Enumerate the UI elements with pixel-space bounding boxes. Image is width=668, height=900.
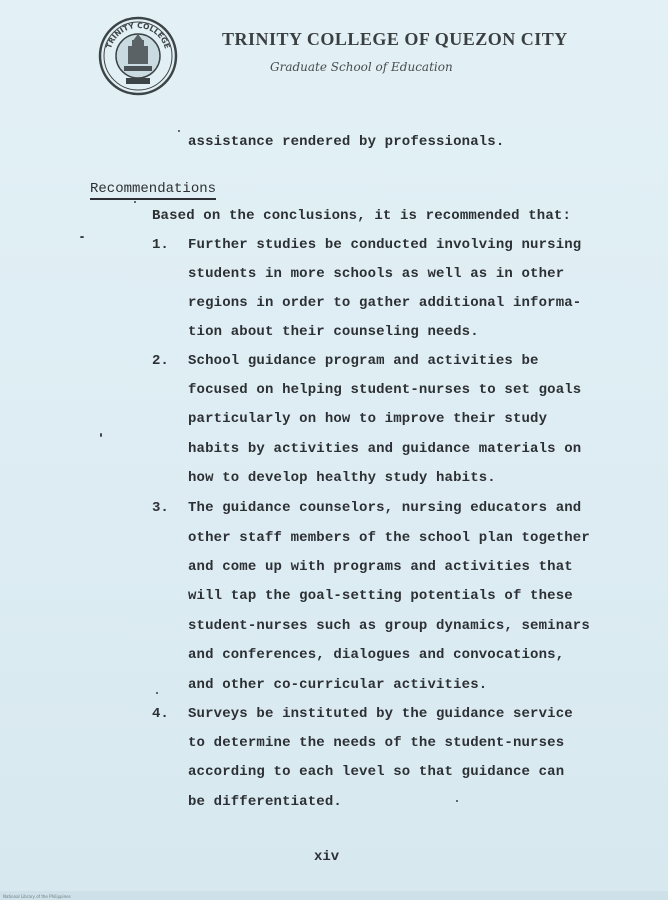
item-line: be differentiated.: [188, 794, 342, 810]
item-number: 4.: [152, 706, 169, 722]
item-line: The guidance counselors, nursing educators and: [188, 500, 582, 516]
page-number: xiv: [314, 849, 340, 865]
section-heading: Recommendations: [90, 181, 216, 200]
item-line: student-nurses such as group dynamics, seminars: [188, 618, 590, 634]
item-line: and come up with programs and activities that: [188, 559, 573, 575]
scan-speck: [178, 130, 180, 132]
scan-speck: [456, 800, 458, 802]
item-line: Surveys be instituted by the guidance service: [188, 706, 573, 722]
item-line: habits by activities and guidance materials on: [188, 441, 582, 457]
item-number: 2.: [152, 353, 169, 369]
scan-speck: [156, 692, 158, 694]
item-line: and conferences, dialogues and convocations,: [188, 647, 565, 663]
school-name: Graduate School of Education: [270, 60, 453, 74]
item-number: 1.: [152, 237, 169, 253]
item-line: regions in order to gather additional informa-: [188, 295, 582, 311]
college-name: TRINITY COLLEGE OF QUEZON CITY: [222, 29, 568, 49]
item-number: 3.: [152, 500, 169, 516]
scan-speck: [134, 201, 136, 203]
scan-speck: [80, 236, 84, 238]
seal-text: TRINITY COLLEGE: [104, 20, 172, 50]
item-line: how to develop healthy study habits.: [188, 470, 496, 486]
continuation-line: assistance rendered by professionals.: [188, 134, 505, 150]
item-line: tion about their counseling needs.: [188, 324, 479, 340]
item-line: students in more schools as well as in other: [188, 266, 565, 282]
item-line: particularly on how to improve their study: [188, 411, 548, 427]
intro-line: Based on the conclusions, it is recommended that:: [152, 208, 572, 224]
scan-footer-strip: [0, 891, 668, 900]
scan-speck: [100, 433, 102, 437]
item-line: and other co-curricular activities.: [188, 677, 488, 693]
item-line: to determine the needs of the student-nurses: [188, 735, 565, 751]
item-line: will tap the goal-setting potentials of these: [188, 588, 573, 604]
college-seal-icon: [98, 16, 178, 96]
scan-note: National Library of the Philippines: [3, 894, 71, 899]
item-line: other staff members of the school plan together: [188, 530, 590, 546]
item-line: focused on helping student-nurses to set goals: [188, 382, 582, 398]
item-line: Further studies be conducted involving nursing: [188, 237, 582, 253]
item-line: according to each level so that guidance can: [188, 764, 565, 780]
item-line: School guidance program and activities be: [188, 353, 539, 369]
